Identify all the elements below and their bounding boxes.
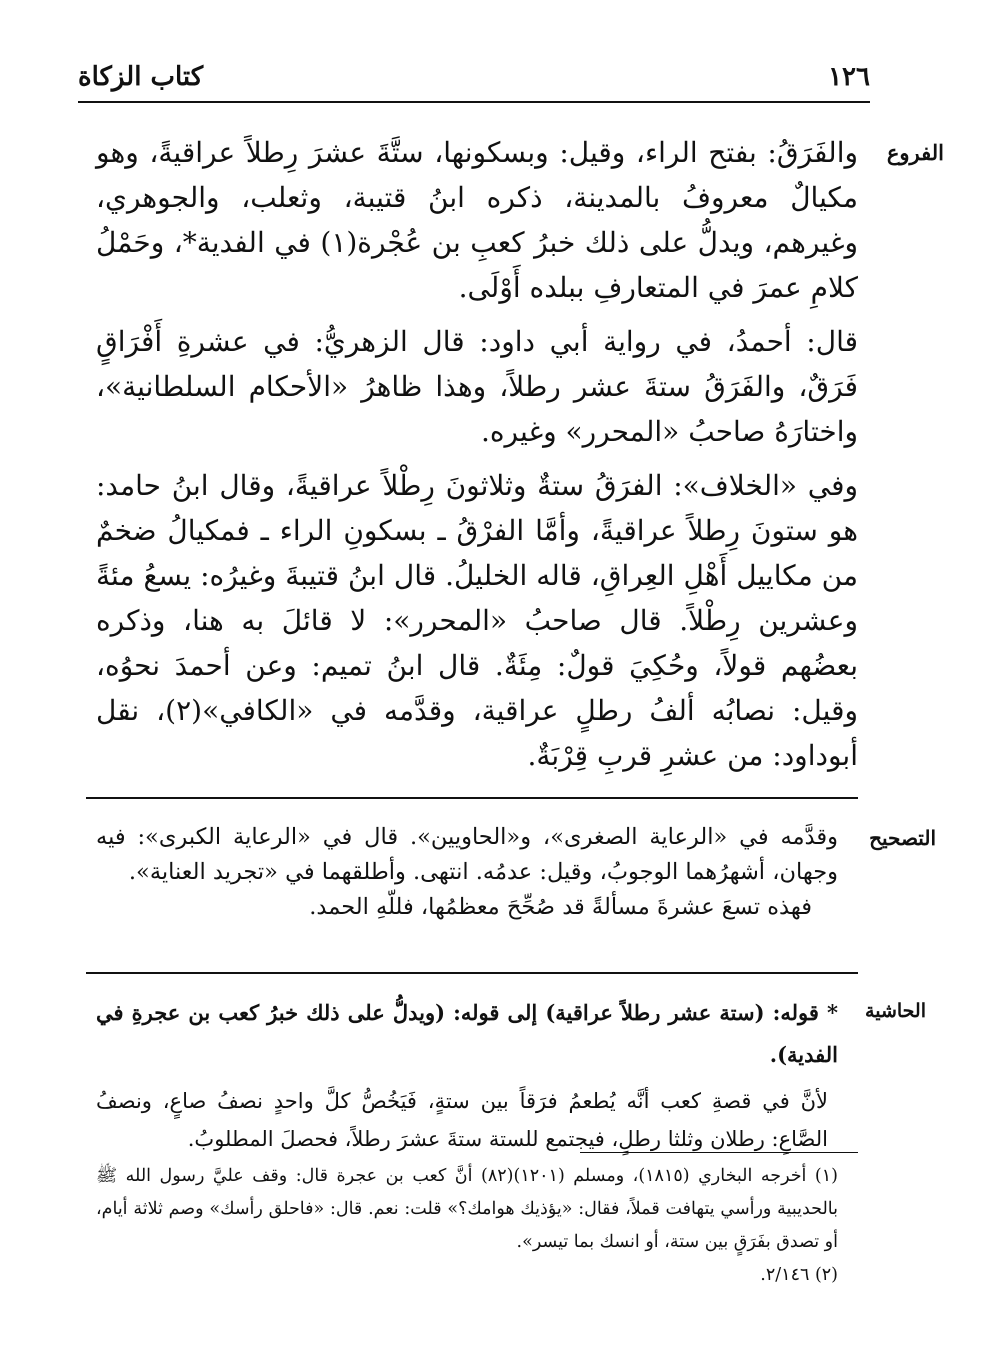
footnotes [96, 1160, 838, 1292]
main-text [96, 130, 858, 778]
page-number: ١٢٦ [828, 62, 870, 92]
main-paragraph-1: والفَرَقُ: بفتح الراء، وقيل: وبسكونها، ستَّةَ عشرَ رِطلاً عراقيةً، وهو مكيالٌ معروفُ بالمدينة، ذكره ابنُ قتيبة، وثعلب، والجوهري، وغيرهم، ويدلُّ على ذلك خبرُ كعبِ بن عُجْرة(١) في الفدية*، وحَمْلُ كلامِ عمرَ في المتعارفِ ببلده أَوْلَى. [96, 136, 858, 304]
correction-text [96, 820, 838, 925]
header-rule [78, 101, 870, 103]
main-paragraph-2: قال: أحمدُ، في رواية أبي داود: قال الزهريُّ: في عشرةِ أَفْرَاقٍ فَرَقٌ، والفَرَقُ ستةَ عشر رطلاً، وهذا ظاهرُ «الأحكام السلطانية»، واختارَهُ صاحبُ «المحرر» وغيره. [96, 325, 858, 448]
footnote-2: (٢) ٢/١٤٦. [760, 1265, 838, 1285]
hashiya-paragraph: لأنَّ في قصةِ كعب أنَّه يُطعمُ فرَقاً بين ستةٍ، فَيَخُصُّ كلَّ واحدٍ نصفُ صاعٍ، ونصفُ الصَّاعِ: رطلان وثلثا رطلٍ، فيجتمع للستة ستةَ عشرَ رطلاً، فحصلَ المطلوبُ. [96, 1089, 828, 1151]
main-paragraph-3: وفي «الخلاف»: الفرَقُ ستةٌ وثلاثونَ رِطْلاً عراقيةً، وقال ابنُ حامد: هو ستونَ رِطلاً عراقيةً، وأمَّا الفرْقُ ـ بسكونِ الراء ـ فمكيالُ ضخمٌ من مكاييل أَهْلِ العِراقِ، قاله الخليلُ. قال ابنُ قتيبةَ وغيرُه: يسعُ مئةً وعشرين رِطْلاً. قال صاحبُ «المحرر»: لا قائلَ به هنا، وذكره بعضُهم قولاً، وحُكِيَ قولٌ: مِئَةٌ. قال ابنُ تميم: وعن أحمدَ نحوُه، وقيل: نصابُه ألفُ رطلٍ عراقية، وقدَّمه في «الكافي»(٢)، نقل أبوداود: من عشرِ قربِ قِرْبَةٌ. [96, 469, 858, 772]
hashiya-text [96, 992, 838, 1158]
section-divider-1 [86, 797, 858, 799]
footnote-1: (١) أخرجه البخاري (١٨١٥)، ومسلم (١٢٠١)(٨٢) أنَّ كعب بن عجرة قال: وقف عليَّ رسول الله ﷺ بالحديبية ورأسي يتهافت قملاً، فقال: «يؤذيك هوامك؟» قلت: نعم. قال: «فاحلق رأسك» وصم ثلاثة أيام، أو تصدق بفَرَقٍ بين ستة، أو انسك بما تيسر». [96, 1166, 838, 1252]
page-header [78, 60, 870, 98]
correction-paragraph-2: فهذه تسعَ عشرةَ مسألةً قد صُحِّحَ معظمُها، فللّهِ الحمد. [309, 894, 812, 920]
section-divider-2 [86, 972, 858, 974]
section-label-furu: الفروع [886, 140, 944, 165]
correction-paragraph-1: وقدَّمه في «الرعاية الصغرى»، و«الحاويين». قال في «الرعاية الكبرى»: فيه وجهان، أشهرُهما الوجوبُ، وقيل: عدمُه. انتهى. وأطلقهما في «تجريد العناية». [96, 824, 838, 885]
hashiya-lead: * قوله: (ستة عشر رطلاً عراقية) إلى قوله: (ويدلُّ على ذلك خبرُ كعب بن عجرةِ في الفدية). [96, 1000, 838, 1067]
section-label-tashih: التصحيح [869, 826, 936, 850]
section-label-hashiya: الحاشية [865, 1000, 926, 1022]
running-title: كتاب الزكاة [78, 62, 204, 92]
footnote-separator [580, 1152, 858, 1153]
